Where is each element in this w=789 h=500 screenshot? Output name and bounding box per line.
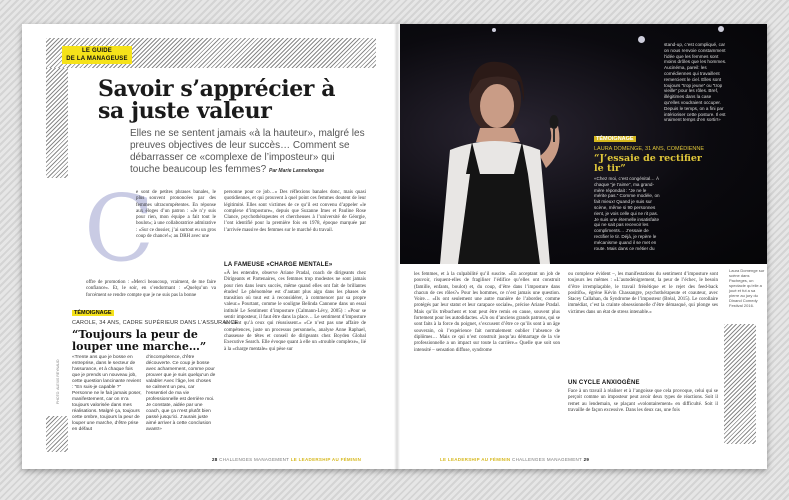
photo-caption: Laura Domenge sur scène dans Pacheges, un spectacle qu’elle a joué et fut a sa pierre au jury du Dinand Comedy Festival 2016. bbox=[729, 268, 765, 308]
lede-text: Elles ne se sentent jamais «à la hauteur», malgré les preuves objectives de leur succès… Comment se débarrasser ce «complexe de l’imposteur» qui touche beaucoup les femmes? bbox=[130, 128, 365, 175]
article-lede bbox=[130, 128, 366, 177]
testimony-body-right: d’incompétence, d’être découverte. Ce coup je bosse avec acharnement, comme pour prouver que je suis quelqu’un de valable! Avec l’âge, les choses se calment un peu, car l’essentiel de ma vie professionnelle est derrière moi. Je constate, aidée par une coach, que ça n’est plutôt bien passé jusqu’ici. J’aurais juste aimé arriver à cette conclusion avant!» bbox=[146, 355, 216, 432]
right-footer-rubric: LE LEADERSHIP AU FÉMININ bbox=[440, 457, 511, 462]
right-body-column-2: ou complexe évident –, les manifestations du sentiment d’imposture sont toujours les mêmes : «L’autodénigrement, la peur de l’échec, le besoin d’être irremplaçable, le travail frénétique et le rejet des feed-back positifs», égrène Kévin Chassangre, psychothérapeute et coauteur, avec Stacey Callahan, du Syndrome de l’imposteur (Bréal, 2015). Le corollaire immédiat, c’est la crainte obsessionnelle d’être démasqué, qui plonge ses victimes dans un état de stress intenable.» bbox=[568, 272, 718, 315]
subhead-cycle-anxiogene: UN CYCLE ANXIOGÈNE bbox=[568, 380, 640, 386]
hatch-decoration-bottom bbox=[46, 416, 68, 452]
testimony-quote: “Toujours la peur de louper une marche…” bbox=[72, 328, 207, 353]
body-column-2-continued: «À les entendre, observe Ariane Pradal, coach de dirigeants chez Dirigeants et Partenaires, ces femmes trop modestes ne sont jamais pour rien dans leurs succès, même quand elles ont fait de brillantes études! Le phénomène est d’autant plus aigu dans les phases de transition où tout est à reconsidérer, à commencer par sa propre valeur.» Pourtant, comme le souligne Belinda Cannone dans un essai intitulé Le Sentiment d’imposture (Calmann-Lévy, 2005) : «Pour se sentir imposteur, il faut être dans la place… Le sentiment d’imposture ne vient qu’à ceux qui réussissent.» «Ce n’est pas une affaire de compétences, juste un processus personnel», analyse Anne Raphael, chasseuse de têtes et conseil de dirigeants chez Boyden Global Executive Search. Elle évoque quant à elle un «trouble complexe», lié à la «charge mentale» qui pèse sur bbox=[224, 271, 366, 352]
photo-testimony-tag: TÉMOIGNAGE bbox=[596, 136, 634, 142]
photo-testimony-body-right: stand-up, c’est compliqué, car on nous renvoie constamment l’idée que les femmes sont moins drôles que les hommes. Aucinéma, pareil: les comédiennes qui travaillent remercient le ciel. Elles sont toujours “trop jeune” ou “trop vieille” pour les rôles. Bref, illégitimes dans la case qu’elles voudraient occuper. Depuis le temps, on a fini par intérioriser cette posture. Il est vraiment temps d’en sortir!» bbox=[664, 42, 727, 123]
left-footer-rubric: LE LEADERSHIP AU FÉMININ bbox=[290, 457, 362, 462]
left-footer bbox=[212, 457, 361, 462]
right-footer bbox=[440, 457, 589, 462]
right-page-number: 29 bbox=[583, 457, 590, 462]
left-footer-issue: CHALLENGES MANAGEMENT bbox=[219, 457, 290, 462]
testimony-body-left: «Trente ans que je bosse en entreprise, dans le secteur de l’assurance, et à chaque fois que je prends un nouveau job, cette question lancinante revient : “En suis-je capable ?” Personne ne le fait jamais poser, manifestement, car on m’a toujours valorisée dans mes réalisations. Malgré ça, toujours cette ombre, toujours la peur de louper une marche, d’être prise en défaut bbox=[72, 355, 142, 432]
byline: Par Marie Lannelongue bbox=[268, 168, 324, 174]
magazine-spread bbox=[22, 24, 767, 469]
left-page-number: 28 bbox=[212, 457, 218, 462]
photo-testimony-body-left: «Chez moi, c’est congénital… À chaque “je t’aime”, ma grand-mère répondait : “Je ne le mérite pas.” Comme modèle, on fait mieux! Quand je suis sur scène, même si 90 personnes rient, je vois celle qui ne rit pas. Je suis une éternelle insatisfaite qui ne sait pas recevoir les compliments… J’essaie de rectifier le tir. Déjà, je repère le mécanisme quand il se met en route. Mais dans ce métier du bbox=[594, 176, 660, 251]
photo-testimony-person: LAURA DOMENGE, 31 ANS, COMÉDIENNE bbox=[594, 146, 705, 152]
photo-testimony-quote: “J’essaie de rectifier le tir” bbox=[594, 153, 702, 174]
body-column-2: personne pour ce job…» Des réflexions banales donc, mais quasi quotidiennes, et qui prouvent à quel point ces femmes doutent de leur légitimité. Elles sont victimes de ce qu’il est convenu d’appeler «le complexe d’imposture», depuis que Suzanne Imes et Pauline Rose Clance, psychothérapeutes et chercheuses à l’université de Géorgie, l’ont identifié pour la première fois en 1978, époque marquée par l’arrivée massive des femmes sur le marché du travail. bbox=[224, 190, 366, 233]
right-page bbox=[400, 24, 767, 469]
right-body-column-2-continued: Face à un travail à réaliser et à l’angoisse que cela provoque, celui qui se perçoit comme un imposteur peut avoir deux types de réactions. Soit il remet au lendemain, se plaçant «volontairement» en difficulté. Soit il travaille de façon excessive. Dans les deux cas, une fois bbox=[568, 389, 718, 413]
subhead-charge-mentale: LA FAMEUSE «CHARGE MENTALE» bbox=[224, 262, 333, 268]
left-page bbox=[22, 24, 394, 469]
intro-paragraph: e sont de petites phrases banales, le plus souvent prononcées par des femmes ultracompétentes. En réponse aux éloges d’un patron : «Je n’y suis pour rien, mon équipe a fait tout le boulot»; à une collaboratrice admirative : «Sur ce dossier, j’ai surtout eu un gros coup de chance!»; au DRH avec une bbox=[136, 190, 216, 240]
right-body-column-1: les femmes, et à la culpabilité qu’il suscite. «En acceptant un job de pouvoir, risquent-elles de fragiliser l’édifice qu’elles ont construit (famille, enfants, boulot) et, du coup, d’être dans l’imposture dans chacun de ces rôles?» Pour les hommes, ce n’est jamais une question. Voire… «Ils ont seulement une autre manière de l’aborder, comme protégés par leur statut et leur carapace sociale», précise Ariane Pradal. Mais qu’ils trébuchent et tout peut être remis en cause, souvent plus fortement pour les autodidactes. «Un ou d’anciens grands patrons, qui se sont faits à la force du poignet, s’excusent d’être ce qu’ils sont à un âge souverain, où l’expérience fait normalement oublier l’absence de diplômes… Mais ce qui n’est construit jusqu’au démarrage de la vie professionnelle a un impact sur toute la carrière.» Quelle que soit son intensité – sensation diffuse, syndrome bbox=[414, 272, 560, 353]
drop-cap: C bbox=[84, 175, 155, 282]
testimony-tag: TÉMOIGNAGE bbox=[74, 310, 112, 316]
section-badge: LE GUIDE DE LA MANAGEUSE bbox=[62, 46, 132, 64]
photo-credit: PHOTO: ALEXIS REYNAUD bbox=[56, 359, 60, 404]
article-title: Savoir s’apprécier à sa juste valeur bbox=[98, 76, 336, 124]
intro-paragraph-tail: offre de promotion : «Merci beaucoup, vraiment, de me faire confiance». Et, le soir, en s’endormant : «Quelqu’un va forcément se rendre compte que je ne suis pas la bonne bbox=[86, 280, 216, 298]
hatch-decoration-side bbox=[46, 68, 68, 178]
stage-photo bbox=[400, 24, 767, 264]
right-footer-issue: CHALLENGES MANAGEMENT bbox=[512, 457, 583, 462]
testimony-person: CAROLE, 34 ANS, CADRE SUPÉRIEUR DANS L’ASSURANCE bbox=[72, 320, 239, 326]
hatch-decoration-right bbox=[724, 324, 756, 444]
